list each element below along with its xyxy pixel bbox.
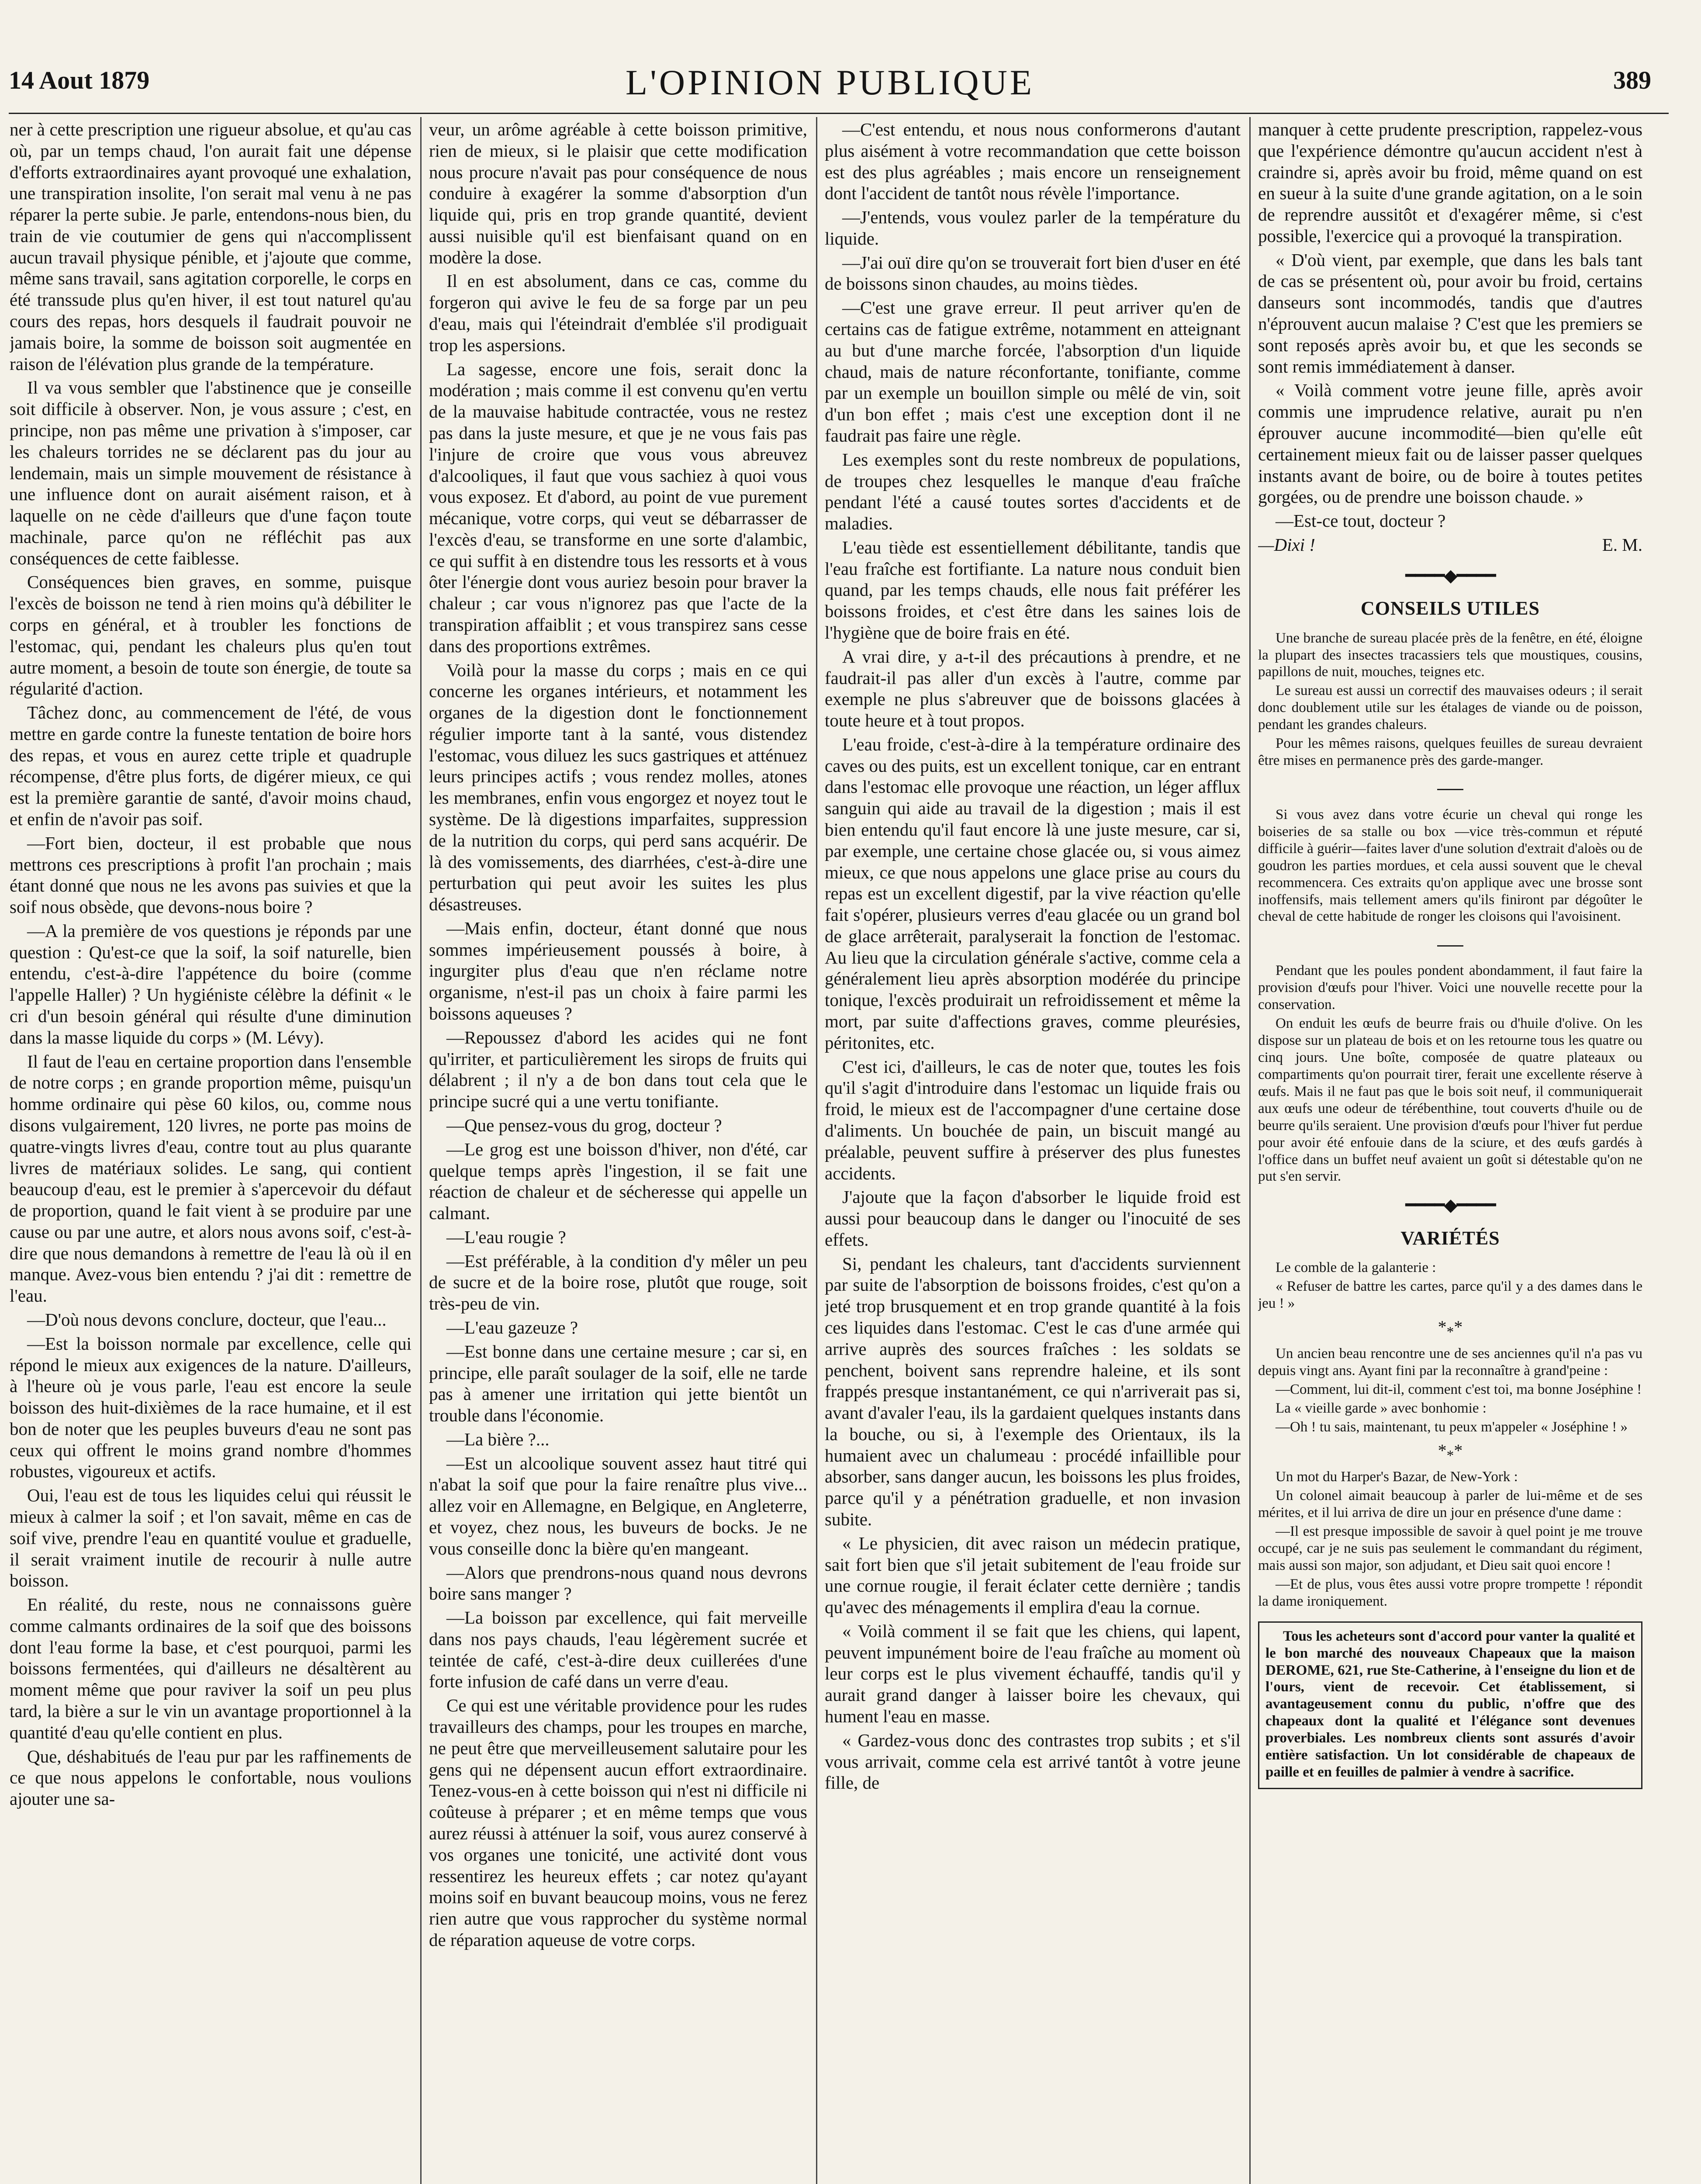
paragraph: Le sureau est aussi un correctif des mauvaises odeurs ; il serait donc doublement utile sur les étalages de viande ou de poisson, pendant les grandes chaleurs.	[1258, 683, 1642, 733]
varietes-item-1	[1258, 1259, 1642, 1312]
paragraph: Voilà pour la masse du corps ; mais en ce qui concerne les organes intérieurs, et notamment les organes de la digestion dont le fonctionnement régulier importe tant à la santé, vous distendez l'estomac, vous diluez les sucs gastriques et atténuez leurs principes actifs ; vous rendez molles, atones les membranes, enfin vous engorgez et noyez tout le système. De là digestions imparfaites, suppression de la nutrition du corps, qui perd sans acquérir. De là des vomissements, des diarrhées, c'est-à-dire une perturbation qui peut avoir les suites les plus désastreuses.	[429, 660, 807, 915]
paragraph: « Voilà comment votre jeune fille, après avoir commis une imprudence relative, aurait pu n'en éprouver aucune incommodité—bien qu'elle eût certainement mieux fait ou de laisser passer quelques instants avant de boire, ou de boire à toutes petites gorgées, ou de prendre une boisson chaude. »	[1258, 380, 1642, 507]
paragraph: —Est un alcoolique souvent assez haut titré qui n'abat la soif que pour la faire renaître plus vive... allez voir en Allemagne, en Belgique, en Angleterre, et voyez, chez nous, les buveurs de bocks. Je ne vous conseille donc la bière qu'en mangeant.	[429, 1453, 807, 1559]
column-divider	[816, 117, 817, 2184]
paragraph: A vrai dire, y a-t-il des précautions à prendre, et ne faudrait-il pas aller d'un excès à l'autre, comme par exemple ne plus s'abreuver que de boissons glacées à toute heure et à tout propos.	[825, 646, 1241, 731]
varietes-item-3	[1258, 1469, 1642, 1610]
paragraph: Ce qui est une véritable providence pour les rudes travailleurs des champs, pour les troupes en marche, ne peut être que merveilleusement salutaire pour les gens qui ne dépensent aucun effort extraordinaire. Tenez-vous-en à cette boisson qui n'est ni difficile ni coûteuse à préparer ; et en même temps que vous aurez réussi à atténuer la soif, vous aurez conservé à vos organes une tonicité, une activité dont vous ressentirez les heureux effets ; car notez qu'ayant moins soif en buvant beaucoup moins, vous ne ferez rien autre que vous rapprocher du système normal de réparation aqueuse de votre corps.	[429, 1695, 807, 1950]
paragraph: —L'eau gazeuze ?	[446, 1317, 578, 1337]
paragraph: C'est ici, d'ailleurs, le cas de noter que, toutes les fois qu'il s'agit d'introduire dans l'estomac un liquide frais ou froid, le mieux est de l'accompagner d'une certaine dose d'aliments. Un bouchée de pain, un biscuit mangé au préalable, peuvent suffire à préserver des plus funestes accidents.	[825, 1056, 1241, 1183]
article-column-3	[825, 119, 1241, 2184]
issue-date: 14 Aout 1879	[9, 66, 150, 94]
paragraph: ner à cette prescription une rigueur absolue, et qu'au cas où, par un temps chaud, l'on aurait fait une dépense d'efforts extraordinaires ayant provoqué une exhalation, une transpiration insolite, l'on serait mal venu à ne pas réparer la perte subie. Je parle, entendons-nous bien, du train de vie coutumier de gens qui n'accomplissent aucun travail physique pénible, et j'ajoute que comme, même sans travail, sans agitation corporelle, le corps en été transsude plus qu'en hiver, il est tout naturel qu'au cours des repas, hors desquels il faudrait pouvoir ne jamais boire, la somme de boisson soit augmentée en raison de l'élévation plus grande de la température.	[10, 119, 411, 374]
paragraph: manquer à cette prudente prescription, rappelez-vous que l'expérience démontre qu'aucun accident n'est à craindre si, après avoir bu froid, même quand on est en sueur à la suite d'une grande agitation, on a le soin de reprendre aussitôt et d'exagérer même, si c'est possible, l'exercice qui a provoqué la transpiration.	[1258, 119, 1642, 246]
paragraph: Il va vous sembler que l'abstinence que je conseille soit difficile à observer. Non, je vous assure ; c'est, en principe, non pas même une privation à s'imposer, car les chaleurs torrides ne se déclarent pas du jour au lendemain, mais un simple mouvement de résistance à une influence dont on aurait aisément raison, et à laquelle on ne cède d'ailleurs que d'une façon toute machinale, parce qu'on ne réfléchit pas aux conséquences de cette faiblesse.	[10, 377, 411, 568]
paragraph: « Gardez-vous donc des contrastes trop subits ; et s'il vous arrivait, comme cela est arrivé tantôt à votre jeune fille, de	[825, 1730, 1241, 1793]
paragraph: —Est-ce tout, docteur ?	[1276, 511, 1446, 531]
article-conclusion	[1258, 119, 1642, 532]
column-divider	[420, 117, 422, 2184]
paragraph: La « vieille garde » avec bonhomie :	[1276, 1400, 1487, 1416]
paragraph: Un ancien beau rencontre une de ses anciennes qu'il n'a pas vu depuis vingt ans. Ayant fini par la reconnaître à grand'peine :	[1258, 1345, 1642, 1379]
paragraph: veur, un arôme agréable à cette boisson primitive, rien de mieux, si le plaisir que cette modification nous procure n'avait pas pour conséquence de nous conduire à exagérer la somme d'absorption d'un liquide qui, pris en trop grande quantité, devient aussi nuisible qu'il est bienfaisant quand on en modère la dose.	[429, 119, 807, 267]
paragraph: —Mais enfin, docteur, étant donné que nous sommes impérieusement poussés à boire, à ingurgiter plus d'eau que n'en réclame notre organisme, n'est-il pas un choix à faire parmi les boissons aqueuses ?	[429, 918, 807, 1024]
paragraph: Les exemples sont du reste nombreux de populations, de troupes chez lesquelles le manque d'eau fraîche pendant l'été a causé toutes sortes d'accidents et de maladies.	[825, 449, 1241, 534]
paragraph: Oui, l'eau est de tous les liquides celui qui réussit le mieux à calmer la soif ; et l'on savait, même en cas de soif vive, prendre l'eau en quantité voulue et graduelle, il serait vraiment inutile de recourir à nulle autre boisson.	[10, 1485, 411, 1591]
paragraph: Il en est absolument, dans ce cas, comme du forgeron qui avive le feu de sa forge par un peu d'eau, mais qui l'éteindrait d'emblée s'il prodiguait trop les aspersions.	[429, 271, 807, 355]
paragraph: —Alors que prendrons-nous quand nous devrons boire sans manger ?	[429, 1562, 807, 1604]
paragraph: Un mot du Harper's Bazar, de New-York :	[1276, 1469, 1518, 1485]
article-column-2	[429, 119, 807, 2184]
paragraph: Pour les mêmes raisons, quelques feuilles de sureau devraient être mises en permanence près des garde-manger.	[1258, 736, 1642, 769]
paragraph: L'eau froide, c'est-à-dire à la température ordinaire des caves ou des puits, est un excellent tonique, car en entrant dans l'estomac elle provoque une réaction, un léger afflux sanguin qui aide au travail de la digestion ; mais il est bien entendu qu'il faut encore là une juste mesure, car si, par exemple, une certaine chose glacée ou, si vous aimez mieux, ce que nous appelons une glace prise au cours du repas est un excellent digestif, par la vive réaction qu'elle fait s'opérer, plusieurs verres d'eau glacée ou un grand bol de glace arrêterait, paralyserait la fonction de l'estomac. Au lieu que la circulation générale s'active, comme cela a généralement lieu après absorption modérée du principe tonique, l'excès produirait un refroidissement et même la mort, par suite d'affections graves, comme pleurésies, péritonites, etc.	[825, 734, 1241, 1053]
header-rule	[9, 113, 1669, 114]
signature-dixi: —Dixi !	[1258, 534, 1315, 555]
paragraph: —Oh ! tu sais, maintenant, tu peux m'appeler « Joséphine ! »	[1276, 1419, 1628, 1435]
paragraph: —C'est entendu, et nous nous conformerons d'autant plus aisément à votre recommandation que cette boisson est des plus agréables ; mais encore un renseignement dont l'accident de tantôt nous révèle l'importance.	[825, 119, 1241, 204]
conseils-block-2	[1258, 806, 1642, 926]
article-column-4	[1258, 119, 1642, 2184]
section-ornament: ━━━━◆━━━━	[1405, 565, 1495, 585]
conseils-block-3	[1258, 962, 1642, 1185]
section-title-varietes: VARIÉTÉS	[1400, 1227, 1500, 1249]
paragraph: Un colonel aimait beaucoup à parler de lui-même et de ses mérites, et il lui arriva de dire un jour en présence d'une dame :	[1258, 1488, 1642, 1521]
paragraph: —Est préférable, à la condition d'y mêler un peu de sucre et de la boire rose, plutôt que rouge, soit très-peu de vin.	[429, 1251, 807, 1314]
paragraph: L'eau tiède est essentiellement débilitante, tandis que l'eau fraîche est fortifiante. La nature nous conduit bien quand, par les temps chauds, elle nous fait préférer les boissons froides, et c'est être dans les saines lois de l'hygiène que de boire frais en été.	[825, 537, 1241, 643]
paragraph: « D'où vient, par exemple, que dans les bals tant de cas se présentent où, pour avoir bu froid, certains danseurs sont incommodés, tandis que d'autres n'éprouvent aucun malaise ? C'est que les premiers se sont reposés après avoir bu, et que les seconds se sont remis immédiatement à danser.	[1258, 249, 1642, 377]
asterism: $*_**$	[1438, 1317, 1463, 1341]
paragraph: —A la première de vos questions je réponds par une question : Qu'est-ce que la soif, la soif naturelle, bien entendu, c'est-à-dire l'appétence du boire (comme l'appelle Haller) ? Un hygiéniste célèbre la définit « le cri d'un besoin général qui résulte d'une diminution dans la masse liquide du corps » (M. Lévy).	[10, 920, 411, 1047]
paragraph: —La boisson par excellence, qui fait merveille dans nos pays chauds, l'eau légèrement sucrée et teintée de café, c'est-à-dire deux cuillerées d'une forte infusion de café dans un verre d'eau.	[429, 1607, 807, 1692]
varietes-item-2	[1258, 1345, 1642, 1436]
paragraph: —Est bonne dans une certaine mesure ; car si, en principe, elle paraît soulager de la soif, elle ne tarde pas à amener une irritation qui jette bientôt un trouble dans l'économie.	[429, 1341, 807, 1426]
paragraph: « Refuser de battre les cartes, parce qu'il y a des dames dans le jeu ! »	[1258, 1279, 1642, 1312]
paragraph: —C'est une grave erreur. Il peut arriver qu'en de certains cas de fatigue extrême, notamment en atteignant au but d'une marche forcée, l'absorption d'un liquide chaud, mais de nature réconfortante, tonifiante, comme par un exemple un bouillon simple ou mêlé de vin, soit d'un bon effet ; mais c'est une exception dont il ne faudrait pas faire une règle.	[825, 297, 1241, 446]
paragraph: « Voilà comment il se fait que les chiens, qui lapent, peuvent impunément boire de l'eau fraîche au moment où leur corps est le plus vivement échauffé, tandis qu'il y aurait grand danger à laisser boire les chevaux, qui hument l'eau en masse.	[825, 1621, 1241, 1727]
paragraph: —Est la boisson normale par excellence, celle qui répond le mieux aux exigences de la nature. D'ailleurs, à l'heure où je vous parle, l'eau est encore la seule boisson des huit-dixièmes de la race humaine, et il est bon de noter que les peuples buveurs d'eau ne sont pas ceux qui offrent le moins grand nombre d'hommes robustes, vigoureux et actifs.	[10, 1333, 411, 1482]
paragraph: —Que pensez-vous du grog, docteur ?	[446, 1115, 722, 1135]
paragraph: —D'où nous devons conclure, docteur, que l'eau...	[27, 1309, 387, 1330]
paragraph: —La bière ?...	[446, 1429, 550, 1449]
paragraph: —Repoussez d'abord les acides qui ne font qu'irriter, et particulièrement les sirops de fruits qui délabrent ; il n'y a de bon dans tout cela que le principe sucré qui a une vertu tonifiante.	[429, 1027, 807, 1112]
masthead	[9, 62, 1651, 109]
paragraph: La sagesse, encore une fois, serait donc la modération ; mais comme il est convenu qu'en vertu de la mauvaise habitude contractée, vous ne restez pas dans la juste mesure, et que je ne vous fais pas l'injure de croire que vous vous abreuvez d'alcooliques, il faut que vous sachiez à quoi vous vous exposez. Et d'abord, au point de vue purement mécanique, votre corps, qui veut se débarrasser de l'excès d'eau, se transforme en une sorte d'alambic, ce qui suffit à en distendre tous les ressorts et à vous ôter l'énergie dont vous auriez besoin pour braver la chaleur ; car vous n'ignorez pas que l'acte de la transpiration affaiblit ; et vous transpirez sans cesse dans des proportions extrêmes.	[429, 359, 807, 656]
section-ornament: ━━━━◆━━━━	[1405, 1195, 1495, 1215]
paragraph: —J'entends, vous voulez parler de la température du liquide.	[825, 207, 1241, 249]
paragraph: —Fort bien, docteur, il est probable que nous mettrons ces prescriptions à profit l'an prochain ; mais étant donné que nous ne les avons pas suivies et que la soif nous obsède, que devons-nous boire ?	[10, 833, 411, 917]
paragraph: « Le physicien, dit avec raison un médecin pratique, sait fort bien que s'il jetait subitement de l'eau froide sur une cornue rougie, il ferait éclater cette dernière ; tandis qu'avec des ménagements il emplira d'eau la cornue.	[825, 1533, 1241, 1617]
paragraph: —Le grog est une boisson d'hiver, non d'été, car quelque temps après l'ingestion, il se fait une réaction de chaleur et de sécheresse qui appelle un calmant.	[429, 1139, 807, 1223]
paragraph: Que, déshabitués de l'eau pur par les raffinements de ce que nous appelons le confortable, nous voulions ajouter une sa-	[10, 1746, 411, 1809]
paragraph: Le comble de la galanterie :	[1276, 1260, 1436, 1276]
conseils-block-1	[1258, 630, 1642, 770]
paragraph: On enduit les œufs de beurre frais ou d'huile d'olive. On les dispose sur un plateau de bois et on les retourne tous les quatre ou cinq jours. Une boîte, composée de quatre plateaux ou compartiments qu'on pourrait tirer, ferait une excellente réserve à œufs. Mais il ne faut pas que le bois soit neuf, il communiquerait aux œufs une odeur de térébenthine, tout couverts d'huile ou de beurre qu'ils seraient. Une provision d'œufs pour l'hiver fut perdue pour avoir été enfouie dans de la sciure, et des œufs gardés à l'office dans un buffet neuf avaient un goût si détestable qu'on ne put s'en servir.	[1258, 1016, 1642, 1185]
separator	[1258, 777, 1642, 798]
page-number: 389	[1613, 66, 1651, 94]
paragraph: En réalité, du reste, nous ne connaissons guère comme calmants ordinaires de la soif que des boissons dont l'eau forme la base, et c'est pourquoi, parmi les boissons fermentées, qui d'ailleurs ne désaltèrent au moment même que pour raviver la soif un peu plus tard, la bière a sur le vin un avantage proportionnel à la quantité d'eau qu'elle contient en plus.	[10, 1594, 411, 1742]
newspaper-title: L'OPINION PUBLIQUE	[626, 62, 1034, 102]
author-initials: E. M.	[1602, 534, 1642, 555]
paragraph: —Et de plus, vous êtes aussi votre propre trompette ! répondit la dame ironiquement.	[1258, 1576, 1642, 1609]
paragraph: Conséquences bien graves, en somme, puisque l'excès de boisson ne tend à rien moins qu'à débiliter le corps en général, et à troubler les fonctions de l'estomac, qui, pendant les chaleurs plus qu'en tout autre moment, a besoin de toute son énergie, de toute sa régularité d'action.	[10, 572, 411, 699]
advertisement-text: Tous les acheteurs sont d'accord pour vanter la qualité et le bon marché des nouveaux Chapeaux que la maison DEROME, 621, rue Ste-Catherine, à l'enseigne du lion et de l'ours, vient de recevoir. Cet établissement, si avantageusement connu du public, n'offre que des chapeaux dont la qualité et l'élégance sont devenues proverbiales. Les nombreux clients sont assurés d'avoir entière satisfaction. Un lot considérable de chapeaux de paille et en feuilles de palmier à vendre à sacrifice.	[1265, 1628, 1635, 1780]
paragraph: Il faut de l'eau en certaine proportion dans l'ensemble de notre corps ; en grande proportion même, puisqu'un homme ordinaire qui pèse 60 kilos, ou, comme nous disons vulgairement, 120 livres, ne porte pas moins de quatre-vingts livres d'eau, contre tout au plus quarante livres de matériaux solides. Le sang, qui contient beaucoup d'eau, est le premier à s'apercevoir du défaut de proportion, quand le fait vient à se produire par une cause ou par une autre, et alors nous avons soif, c'est-à-dire que nous demandons à remettre de l'eau là où il en manque. Avez-vous bien entendu ? j'ai dit : remettre de l'eau.	[10, 1051, 411, 1306]
section-title-conseils: CONSEILS UTILES	[1361, 598, 1540, 619]
asterism: $*_**$	[1438, 1440, 1463, 1464]
separator	[1258, 933, 1642, 954]
article-signature	[1258, 534, 1642, 556]
paragraph: Une branche de sureau placée près de la fenêtre, en été, éloigne la plupart des insectes tracassiers tels que moustiques, cousins, papillons de nuit, mouches, teignes etc.	[1258, 630, 1642, 680]
paragraph: Pendant que les poules pondent abondamment, il faut faire la provision d'œufs pour l'hiver. Voici une nouvelle recette pour la conservation.	[1258, 963, 1642, 1013]
paragraph: Si, pendant les chaleurs, tant d'accidents surviennent par suite de l'absorption de boissons froides, c'est qu'on a jeté trop brusquement et en trop grande quantité à la fois ces liquides dans l'estomac. C'est le cas d'une armée qui arrive auprès des sources fraîches : les soldats se penchent, boivent sans reprendre haleine, et ils sont frappés presque instantanément, ce qui n'arriverait pas si, avant d'avaler l'eau, ils la gardaient quelques instants dans la bouche, ou si, à l'exemple des Orientaux, ils la humaient avec un chalumeau : procédé infaillible pour absorber, sans danger aucun, les boissons les plus froides, parce qu'il y a pénétration graduelle, et non invasion subite.	[825, 1253, 1241, 1529]
article-column-1	[10, 119, 411, 2184]
column-divider	[1249, 117, 1251, 2184]
paragraph: —J'ai ouï dire qu'on se trouverait fort bien d'user en été de boissons sinon chaudes, au moins tièdes.	[825, 252, 1241, 294]
advertisement-derome	[1258, 1621, 1642, 1789]
paragraph: —Il est presque impossible de savoir à quel point je me trouve occupé, car je ne suis pas seulement le commandant du régiment, mais aussi son major, son adjudant, et Dieu sait quoi encore !	[1258, 1523, 1642, 1573]
paragraph: Tâchez donc, au commencement de l'été, de vous mettre en garde contre la funeste tentation de boire hors des repas, et vous en aurez cette triple et quadruple récompense, d'être plus forts, de digérer mieux, ce qui est la première garantie de santé, d'avoir moins chaud, et enfin de n'avoir pas soif.	[10, 702, 411, 829]
paragraph: J'ajoute que la façon d'absorber le liquide froid est aussi pour beaucoup dans le danger ou l'inocuité de ses effets.	[825, 1187, 1241, 1250]
paragraph: —L'eau rougie ?	[446, 1227, 566, 1247]
paragraph: —Comment, lui dit-il, comment c'est toi, ma bonne Joséphine !	[1276, 1381, 1642, 1397]
paragraph: Si vous avez dans votre écurie un cheval qui ronge les boiseries de sa stalle ou box —vice très-commun et réputé difficile à guérir—faites laver d'une solution d'extrait d'aloès ou de goudron les parties mordues, et cela aussi souvent que le cheval recommencera. Ces extraits qu'on applique avec une brosse sont inoffensifs, mais tellement amers qu'ils finiront par dégoûter le cheval de cette habitude de ronger les cloisons qui l'avoisinent.	[1258, 806, 1642, 925]
